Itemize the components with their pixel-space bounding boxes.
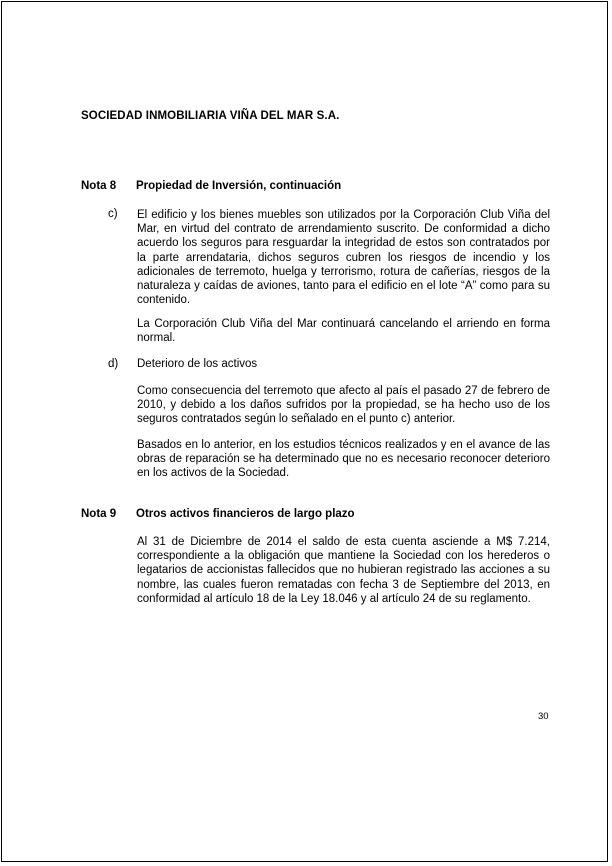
note-9-title: Otros activos financieros de largo plazo [136, 508, 355, 520]
note-9-paragraph: Al 31 de Diciembre de 2014 el saldo de esta cuenta asciende a M$ 7.214, correspondiente a la obligación que mantiene la Sociedad con los herederos o legatarios de accionistas fallecidos que no hubieran registrado las acciones a su nombre, las cuales fueron rematadas con fecha 3 de Septiembre del 2013, en conformidad al artículo 18 de la Ley 18.046 y al artículo 24 de su reglamento. [137, 536, 550, 605]
item-d-letter: d) [108, 358, 119, 370]
item-c-paragraph-2: La Corporación Club Viña del Mar continuará cancelando el arriendo en forma normal. [137, 318, 550, 345]
item-d-paragraph-1: Como consecuencia del terremoto que afecto al país el pasado 27 de febrero de 2010, y debido a los daños sufridos por la propiedad, se ha hecho uso de los seguros contratados según lo señalado en el punto c) anterior. [137, 385, 550, 426]
company-name: SOCIEDAD INMOBILIARIA VIÑA DEL MAR S.A. [81, 110, 340, 122]
item-c-paragraph-1: El edificio y los bienes muebles son utilizados por la Corporación Club Viña del Mar, en virtud del contrato de arrendamiento suscrito. De conformidad a dicho acuerdo los seguros para resguardar la integridad de estos son contratados por la parte arrendataria, dichos seguros cubren los riesgos de incendio y los adicionales de terremoto, huelga y terrorismo, rotura de cañerías, riesgos de la naturaleza y caídas de aviones, tanto para el edificio en el lote “A” como para su contenido. [137, 209, 550, 307]
page-frame [1, 1, 608, 862]
note-9-number: Nota 9 [81, 508, 117, 520]
item-d-title: Deterioro de los activos [137, 358, 258, 370]
note-9-heading [81, 508, 355, 520]
note-8-heading [81, 180, 341, 192]
note-8-title: Propiedad de Inversión, continuación [136, 180, 342, 192]
item-c-letter: c) [108, 208, 118, 220]
note-8-number: Nota 8 [81, 180, 117, 192]
item-d-paragraph-2: Basados en lo anterior, en los estudios técnicos realizados y en el avance de las obras de reparación se ha determinado que no es necesario reconocer deterioro en los activos de la Sociedad. [137, 439, 550, 480]
page-number: 30 [538, 711, 549, 722]
